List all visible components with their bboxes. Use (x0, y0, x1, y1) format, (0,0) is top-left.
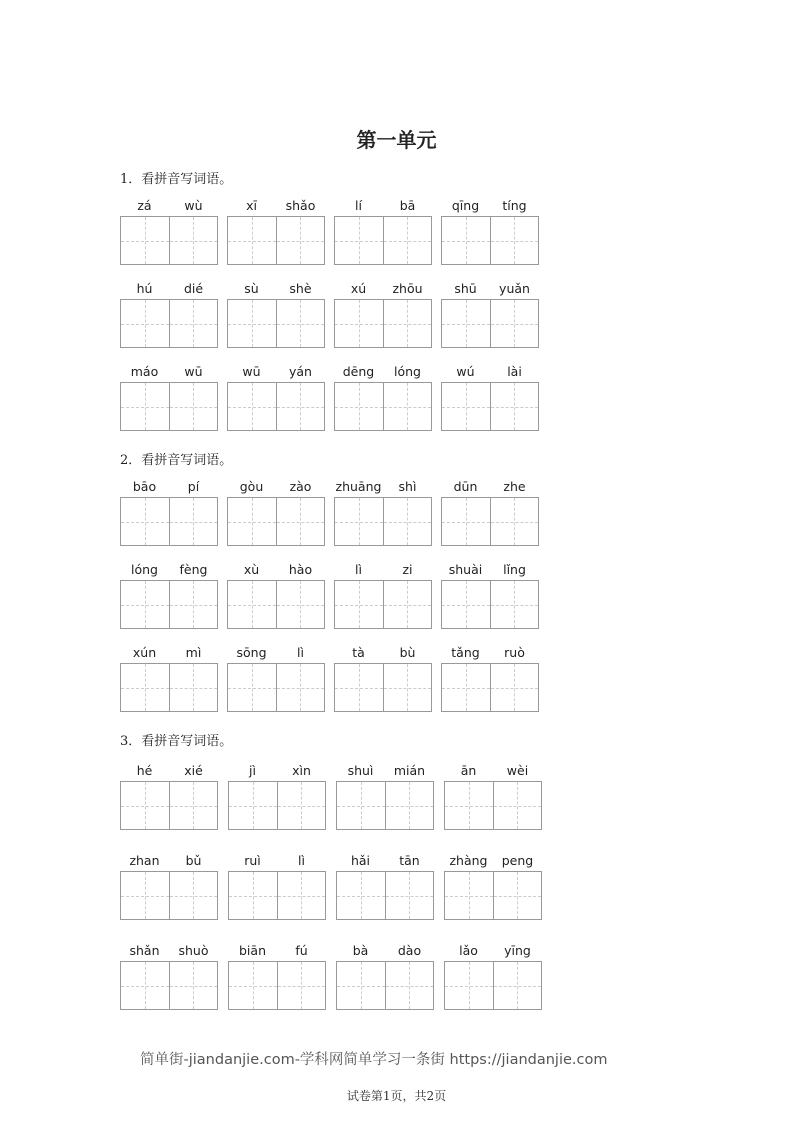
character-cell[interactable] (121, 664, 169, 711)
page-number: 试卷第1页，共2页 (346, 1089, 447, 1103)
character-cell[interactable] (335, 217, 383, 264)
character-cell[interactable] (490, 498, 539, 545)
writing-grid[interactable] (120, 580, 218, 629)
word-item (334, 479, 432, 546)
pinyin-syllable: shuò (178, 943, 209, 958)
word-item (120, 364, 218, 431)
writing-grid[interactable] (120, 299, 218, 348)
writing-grid[interactable] (334, 663, 432, 712)
writing-grid[interactable] (444, 961, 542, 1010)
pinyin (228, 943, 326, 961)
pinyin (336, 943, 434, 961)
character-cell[interactable] (169, 664, 218, 711)
character-cell[interactable] (276, 664, 325, 711)
pinyin (227, 562, 325, 580)
character-cell[interactable] (493, 872, 542, 919)
pinyin-syllable: lí (355, 198, 362, 213)
writing-grid[interactable] (227, 382, 325, 431)
word-item (227, 364, 325, 431)
word-item (120, 763, 218, 830)
writing-grid[interactable] (444, 781, 542, 830)
word-row (120, 364, 548, 431)
pinyin-syllable: biān (239, 943, 266, 958)
writing-grid[interactable] (120, 961, 218, 1010)
pinyin (334, 479, 432, 497)
writing-grid[interactable] (441, 216, 539, 265)
character-cell[interactable] (442, 664, 490, 711)
writing-grid[interactable] (227, 299, 325, 348)
pinyin-syllable: peng (501, 853, 534, 868)
word-item (336, 853, 434, 920)
word-item (441, 479, 539, 546)
character-cell[interactable] (383, 664, 432, 711)
pinyin-syllable: hú (136, 281, 153, 296)
character-cell[interactable] (121, 498, 169, 545)
pinyin (444, 853, 542, 871)
character-cell[interactable] (228, 217, 276, 264)
pinyin-syllable: tíng (502, 198, 527, 213)
writing-grid[interactable] (441, 663, 539, 712)
pinyin-syllable: zhōu (392, 281, 423, 296)
character-cell[interactable] (442, 581, 490, 628)
character-cell[interactable] (493, 962, 542, 1009)
pinyin-syllable: lǎo (459, 943, 478, 958)
character-cell[interactable] (445, 782, 493, 829)
pinyin-syllable: lóng (131, 562, 158, 577)
pinyin (227, 364, 325, 382)
word-item (441, 198, 539, 265)
pinyin-syllable: hé (136, 763, 153, 778)
character-cell[interactable] (490, 383, 539, 430)
word-item (120, 645, 218, 712)
pinyin-syllable: máo (130, 364, 159, 379)
pinyin (441, 479, 539, 497)
pinyin-syllable: wū (184, 364, 203, 379)
pinyin-syllable: yīng (504, 943, 531, 958)
character-cell[interactable] (383, 300, 432, 347)
pinyin (336, 763, 434, 781)
character-cell[interactable] (169, 581, 218, 628)
writing-grid[interactable] (441, 580, 539, 629)
pinyin (228, 853, 326, 871)
pinyin-syllable: mì (185, 645, 202, 660)
writing-grid[interactable] (120, 663, 218, 712)
pinyin-syllable: wù (184, 198, 203, 213)
pinyin-syllable: zhan (129, 853, 160, 868)
character-cell[interactable] (335, 498, 383, 545)
word-item (228, 943, 326, 1010)
word-item (120, 198, 218, 265)
pinyin-syllable: fèng (179, 562, 208, 577)
pinyin (227, 479, 325, 497)
word-item (444, 853, 542, 920)
word-item (336, 763, 434, 830)
pinyin-syllable: fú (295, 943, 308, 958)
writing-grid[interactable] (441, 382, 539, 431)
writing-grid[interactable] (228, 871, 326, 920)
character-cell[interactable] (383, 383, 432, 430)
pinyin-syllable: zi (402, 562, 413, 577)
character-cell[interactable] (490, 581, 539, 628)
pinyin-syllable: shuài (448, 562, 483, 577)
character-cell[interactable] (490, 217, 539, 264)
word-item (227, 562, 325, 629)
word-item (228, 853, 326, 920)
writing-grid[interactable] (441, 299, 539, 348)
pinyin (120, 364, 218, 382)
word-item (120, 943, 218, 1010)
pinyin-syllable: tà (352, 645, 365, 660)
character-cell[interactable] (442, 300, 490, 347)
character-cell[interactable] (121, 962, 169, 1009)
character-cell[interactable] (276, 581, 325, 628)
pinyin-syllable: dào (397, 943, 422, 958)
pinyin-syllable: bà (352, 943, 369, 958)
pinyin (441, 198, 539, 216)
character-cell[interactable] (169, 962, 218, 1009)
character-cell[interactable] (276, 217, 325, 264)
pinyin (120, 943, 218, 961)
pinyin-syllable: lǐng (503, 562, 526, 577)
pinyin-syllable: xié (184, 763, 203, 778)
pinyin (444, 763, 542, 781)
writing-grid[interactable] (120, 781, 218, 830)
word-item (227, 198, 325, 265)
character-cell[interactable] (121, 217, 169, 264)
pinyin (334, 198, 432, 216)
word-item (336, 943, 434, 1010)
character-cell[interactable] (169, 782, 218, 829)
character-cell[interactable] (335, 383, 383, 430)
section-heading: 1．看拼音写词语。 (120, 172, 233, 187)
pinyin-syllable: dūn (453, 479, 478, 494)
character-cell[interactable] (337, 782, 385, 829)
word-item (441, 562, 539, 629)
character-cell[interactable] (442, 498, 490, 545)
pinyin-syllable: shuì (347, 763, 374, 778)
pinyin (334, 645, 432, 663)
character-cell[interactable] (276, 498, 325, 545)
pinyin-syllable: zhe (503, 479, 526, 494)
pinyin-syllable: shì (398, 479, 417, 494)
word-item (228, 763, 326, 830)
pinyin-syllable: bāo (132, 479, 157, 494)
writing-grid[interactable] (444, 871, 542, 920)
writing-grid[interactable] (120, 871, 218, 920)
character-cell[interactable] (228, 300, 276, 347)
pinyin (334, 364, 432, 382)
pinyin (227, 281, 325, 299)
pinyin (441, 281, 539, 299)
pinyin-syllable: wū (242, 364, 261, 379)
character-cell[interactable] (121, 300, 169, 347)
pinyin (336, 853, 434, 871)
watermark: 简单街-jiandanjie.com-学科网简单学习一条街 https://jiandanjie.com (140, 1052, 608, 1068)
word-row (120, 562, 548, 629)
pinyin-syllable: yán (289, 364, 312, 379)
pinyin-syllable: tǎng (451, 645, 480, 660)
pinyin-syllable: sōng (236, 645, 267, 660)
section-heading: 2．看拼音写词语。 (120, 453, 233, 468)
writing-grid[interactable] (334, 580, 432, 629)
pinyin (227, 645, 325, 663)
word-item (227, 479, 325, 546)
writing-grid[interactable] (227, 216, 325, 265)
character-cell[interactable] (229, 962, 277, 1009)
pinyin-syllable: lì (298, 853, 305, 868)
character-cell[interactable] (121, 872, 169, 919)
character-cell[interactable] (121, 782, 169, 829)
pinyin-syllable: lì (297, 645, 304, 660)
pinyin-syllable: lì (355, 562, 362, 577)
word-item (444, 943, 542, 1010)
pinyin (120, 198, 218, 216)
pinyin (228, 763, 326, 781)
pinyin (120, 479, 218, 497)
character-cell[interactable] (385, 872, 434, 919)
writing-grid[interactable] (227, 580, 325, 629)
pinyin-syllable: zào (289, 479, 312, 494)
writing-grid[interactable] (334, 497, 432, 546)
pinyin-syllable: wèi (506, 763, 529, 778)
character-cell[interactable] (229, 782, 277, 829)
character-cell[interactable] (383, 581, 432, 628)
character-cell[interactable] (276, 300, 325, 347)
word-row (120, 479, 548, 546)
word-item (227, 645, 325, 712)
pinyin-syllable: bā (399, 198, 416, 213)
word-item (120, 562, 218, 629)
character-cell[interactable] (228, 383, 276, 430)
pinyin-syllable: bǔ (185, 853, 202, 868)
character-cell[interactable] (121, 581, 169, 628)
pinyin-syllable: sù (244, 281, 259, 296)
pinyin (120, 853, 218, 871)
pinyin-syllable: bù (399, 645, 416, 660)
character-cell[interactable] (277, 872, 326, 919)
pinyin-syllable: ruò (504, 645, 525, 660)
character-cell[interactable] (385, 962, 434, 1009)
writing-grid[interactable] (227, 663, 325, 712)
character-cell[interactable] (228, 664, 276, 711)
pinyin-syllable: gòu (239, 479, 264, 494)
pinyin-syllable: xún (132, 645, 157, 660)
word-row (120, 763, 552, 830)
character-cell[interactable] (169, 217, 218, 264)
pinyin-syllable: qīng (451, 198, 480, 213)
pinyin-syllable: hǎi (350, 853, 371, 868)
page-title: 第一单元 (356, 128, 437, 152)
pinyin-syllable: wú (456, 364, 475, 379)
character-cell[interactable] (335, 664, 383, 711)
pinyin (441, 562, 539, 580)
pinyin (441, 645, 539, 663)
character-cell[interactable] (383, 217, 432, 264)
writing-grid[interactable] (334, 299, 432, 348)
character-cell[interactable] (445, 872, 493, 919)
pinyin-syllable: dēng (342, 364, 375, 379)
writing-grid[interactable] (228, 961, 326, 1010)
character-cell[interactable] (169, 383, 218, 430)
character-cell[interactable] (490, 300, 539, 347)
pinyin (334, 562, 432, 580)
word-item (441, 645, 539, 712)
word-item (334, 645, 432, 712)
pinyin-syllable: shè (289, 281, 312, 296)
character-cell[interactable] (385, 782, 434, 829)
character-cell[interactable] (493, 782, 542, 829)
pinyin-syllable: ruì (244, 853, 261, 868)
pinyin-syllable: shū (454, 281, 477, 296)
word-item (334, 562, 432, 629)
pinyin-syllable: lóng (394, 364, 421, 379)
word-row (120, 853, 552, 920)
writing-grid[interactable] (441, 497, 539, 546)
character-cell[interactable] (335, 581, 383, 628)
character-cell[interactable] (337, 962, 385, 1009)
pinyin-syllable: yuǎn (499, 281, 530, 296)
word-item (120, 479, 218, 546)
word-row (120, 943, 552, 1010)
character-cell[interactable] (490, 664, 539, 711)
character-cell[interactable] (277, 962, 326, 1009)
word-item (120, 281, 218, 348)
character-cell[interactable] (169, 498, 218, 545)
pinyin-syllable: shǎo (285, 198, 316, 213)
word-row (120, 281, 548, 348)
writing-grid[interactable] (334, 382, 432, 431)
section-heading: 3．看拼音写词语。 (120, 734, 233, 749)
character-cell[interactable] (442, 217, 490, 264)
pinyin-syllable: zá (137, 198, 152, 213)
pinyin-syllable: mián (393, 763, 426, 778)
word-item (120, 853, 218, 920)
pinyin (120, 645, 218, 663)
word-row (120, 198, 548, 265)
writing-grid[interactable] (120, 382, 218, 431)
pinyin (120, 562, 218, 580)
character-cell[interactable] (277, 782, 326, 829)
character-cell[interactable] (228, 498, 276, 545)
character-cell[interactable] (445, 962, 493, 1009)
character-cell[interactable] (442, 383, 490, 430)
writing-grid[interactable] (228, 781, 326, 830)
pinyin-syllable: xù (243, 562, 260, 577)
pinyin-syllable: ān (460, 763, 477, 778)
pinyin-syllable: hào (288, 562, 313, 577)
word-row (120, 645, 548, 712)
word-item (334, 198, 432, 265)
character-cell[interactable] (169, 872, 218, 919)
pinyin-syllable: lài (507, 364, 522, 379)
character-cell[interactable] (228, 581, 276, 628)
pinyin-syllable: xú (350, 281, 367, 296)
writing-grid[interactable] (336, 961, 434, 1010)
character-cell[interactable] (169, 300, 218, 347)
writing-grid[interactable] (334, 216, 432, 265)
writing-grid[interactable] (120, 216, 218, 265)
pinyin-syllable: shǎn (129, 943, 160, 958)
pinyin-syllable: xìn (292, 763, 311, 778)
word-item (227, 281, 325, 348)
character-cell[interactable] (229, 872, 277, 919)
character-cell[interactable] (335, 300, 383, 347)
pinyin-syllable: jì (249, 763, 256, 778)
pinyin (334, 281, 432, 299)
pinyin-syllable: dié (183, 281, 204, 296)
pinyin (441, 364, 539, 382)
writing-grid[interactable] (227, 497, 325, 546)
word-item (444, 763, 542, 830)
pinyin (444, 943, 542, 961)
writing-grid[interactable] (120, 497, 218, 546)
pinyin-syllable: tān (399, 853, 420, 868)
character-cell[interactable] (276, 383, 325, 430)
pinyin-syllable: pí (187, 479, 200, 494)
character-cell[interactable] (337, 872, 385, 919)
word-item (441, 281, 539, 348)
pinyin-syllable: zhuāng (335, 479, 382, 494)
pinyin (120, 763, 218, 781)
pinyin-syllable: zhàng (449, 853, 488, 868)
pinyin (227, 198, 325, 216)
character-cell[interactable] (121, 383, 169, 430)
pinyin (120, 281, 218, 299)
character-cell[interactable] (383, 498, 432, 545)
word-item (441, 364, 539, 431)
pinyin-syllable: xī (246, 198, 257, 213)
writing-grid[interactable] (336, 871, 434, 920)
word-item (334, 364, 432, 431)
writing-grid[interactable] (336, 781, 434, 830)
word-item (334, 281, 432, 348)
